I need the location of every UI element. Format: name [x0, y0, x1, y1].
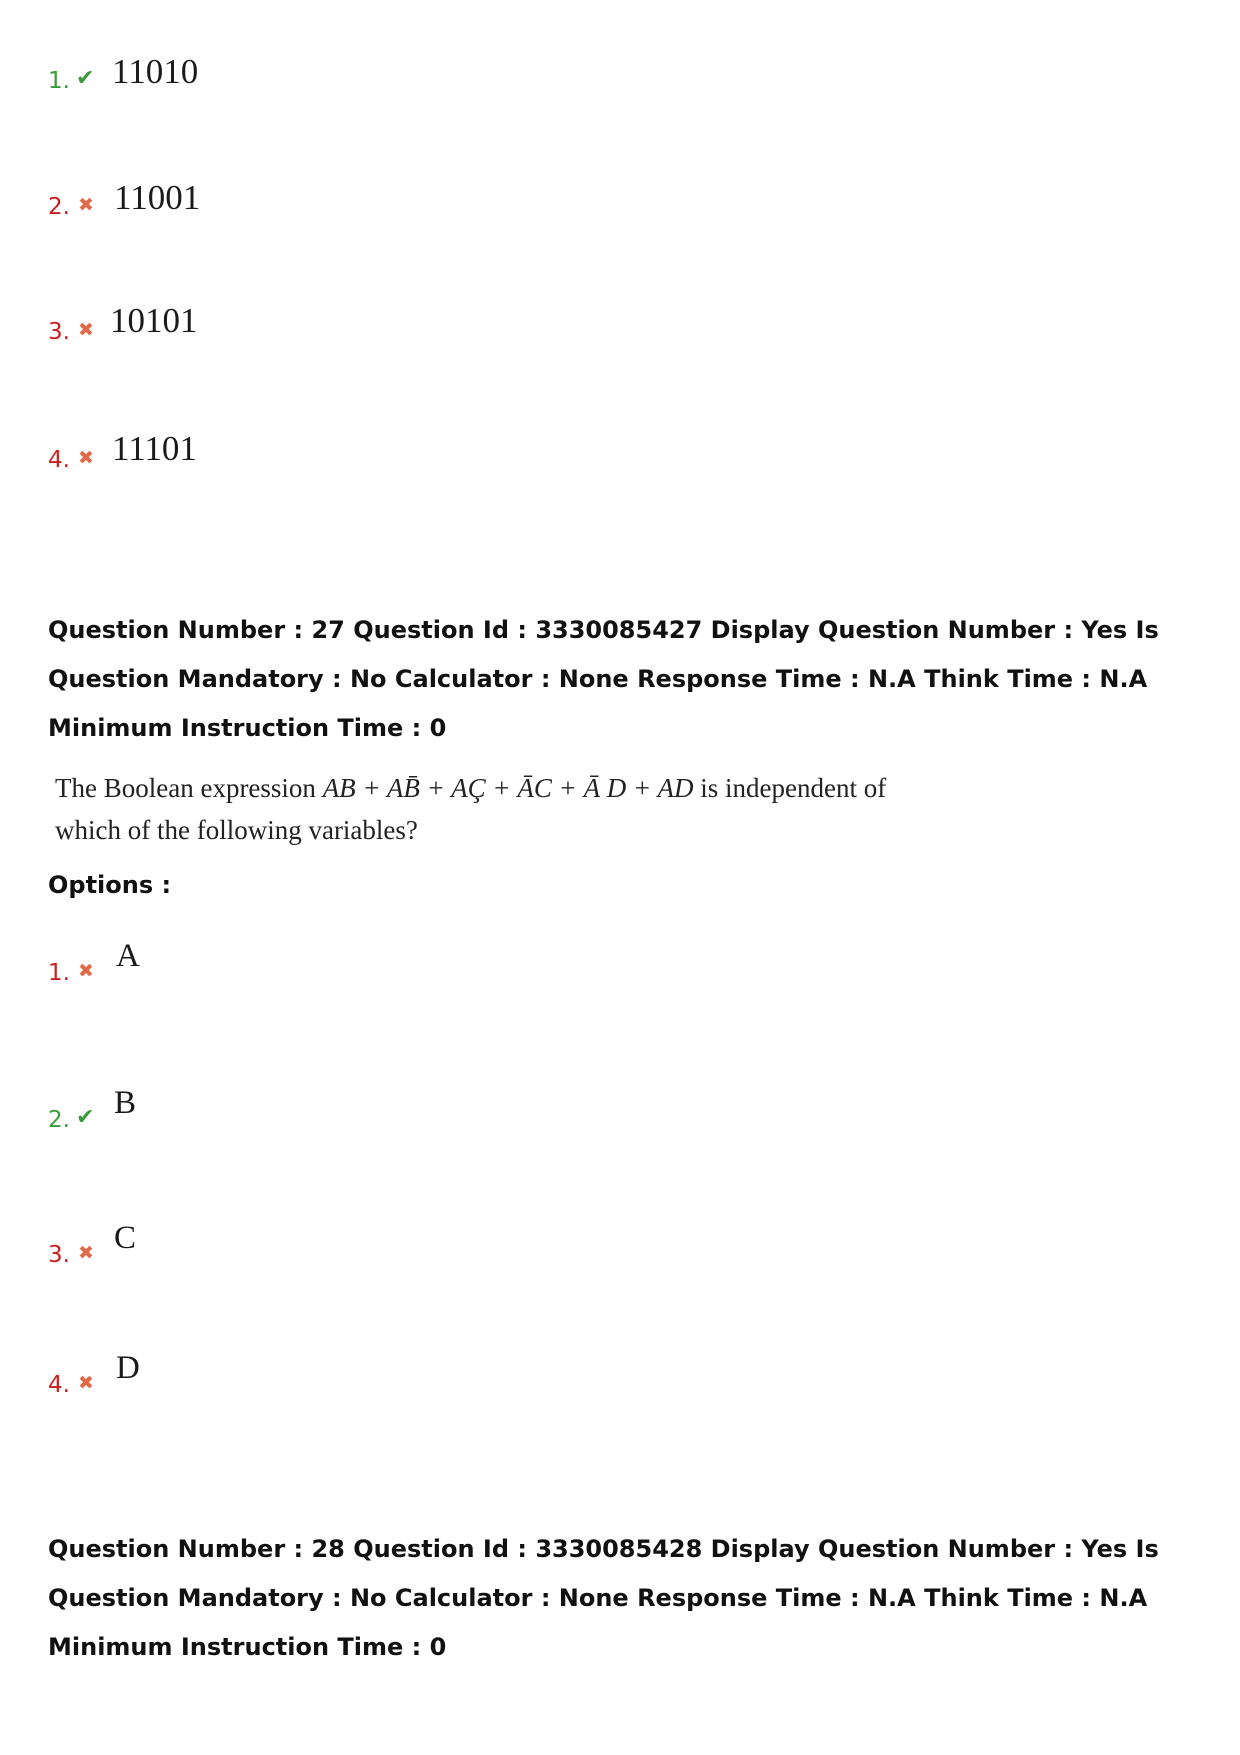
check-icon: ✔	[76, 1105, 95, 1130]
option-value: D	[116, 1350, 140, 1386]
cross-icon: ✖	[78, 1372, 94, 1394]
option-value: 11101	[112, 429, 197, 468]
option-number: 2.	[48, 1107, 70, 1133]
q27-option-1	[48, 940, 448, 1000]
option-value: 10101	[110, 301, 198, 340]
option-number: 1.	[48, 960, 70, 986]
option-number: 4.	[48, 447, 70, 473]
options-label: Options :	[48, 871, 172, 899]
option-number: 2.	[48, 194, 70, 220]
option-number: 3.	[48, 319, 70, 345]
question-27-header: Question Number : 27 Question Id : 3330085427 Display Question Number : Yes Is Question Mandatory : No Calculator : None Response Time : N.A Think Time : N.A Minimum Instruction Time : 0	[48, 616, 1159, 742]
option-value: C	[114, 1220, 137, 1256]
option-number: 1.	[48, 68, 70, 94]
cross-icon: ✖	[78, 319, 94, 341]
q27-option-3	[48, 1222, 448, 1282]
q27-option-4	[48, 1352, 448, 1412]
prev-option-3	[48, 303, 448, 363]
question-27-stem	[55, 767, 955, 851]
option-value: A	[116, 938, 140, 974]
prev-option-4	[48, 431, 448, 491]
option-number: 4.	[48, 1372, 70, 1398]
cross-icon: ✖	[78, 194, 94, 216]
option-value: 11001	[114, 178, 201, 217]
boolean-expression: AB + AB̄ + AÇ + ĀC + Ā D + AD	[322, 773, 694, 803]
prev-option-1	[48, 52, 448, 112]
option-number: 3.	[48, 1242, 70, 1268]
cross-icon: ✖	[78, 447, 94, 469]
stem-prefix: The Boolean expression	[55, 773, 323, 803]
stem-suffix: is independent of which of the following variables?	[55, 773, 887, 845]
cross-icon: ✖	[78, 1242, 94, 1264]
q27-option-2	[48, 1087, 448, 1147]
cross-icon: ✖	[78, 960, 94, 982]
question-28-header: Question Number : 28 Question Id : 3330085428 Display Question Number : Yes Is Question Mandatory : No Calculator : None Response Time : N.A Think Time : N.A Minimum Instruction Time : 0	[48, 1535, 1159, 1661]
prev-option-2	[48, 178, 448, 238]
option-value: B	[114, 1085, 137, 1121]
option-value: 11010	[112, 52, 199, 91]
check-icon: ✔	[76, 66, 95, 91]
